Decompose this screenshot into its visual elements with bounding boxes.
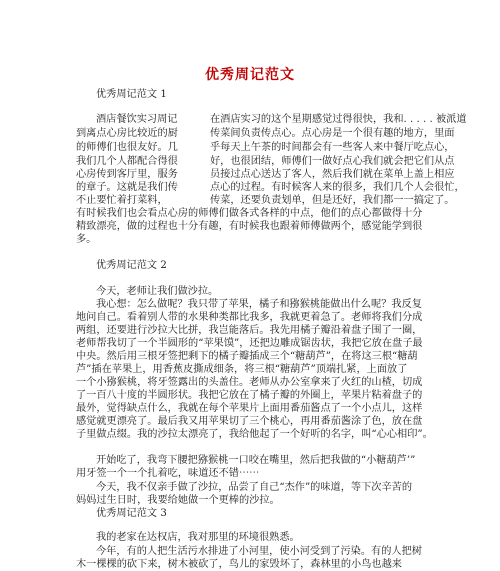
section-1-left-line: 酒店餐饮实习周记 (96, 114, 178, 125)
section-1-left-line: 心房传到客厅里，服务 (76, 169, 178, 180)
section-1-body-line: 精致漂亮，做的过程也十分有趣，有时候我也跟着师傅做两个，感觉能学到很 (76, 221, 423, 232)
section-2-line: 开始吃了，我弯下腰把猕猴桃一口咬在嘴里，然后把我做的“小糖葫芦’” (96, 455, 416, 466)
section-3-line: 木一棵棵的砍下来，树木被砍了，鸟儿的家毁坏了，森林里的小鸟也越来 (76, 559, 402, 570)
section-1-heading: 优秀周记范文 1 (96, 89, 167, 100)
document-title: 优秀周记范文 (205, 67, 295, 83)
section-2-line: 我心想：怎么做呢？我只带了苹果，橘子和猕猴桃能做出什么呢？我反复 (96, 299, 422, 310)
section-2-line: 一个小猕猴桃，将牙签露出的头盖住。老师从办公室拿来了火红的山楂，切成 (76, 377, 423, 388)
section-1-right-line: 好，也很团结，师傅们一做好点心我们就会把它们从点 (210, 156, 455, 167)
section-2-line: 今天，老师让我们做沙拉。 (96, 286, 219, 297)
section-2-line: 感觉就更漂亮了。最后我又用苹果切了三个桃心，再用番茄酱涂了色，放在盘 (76, 416, 423, 427)
section-2-heading: 优秀周记范文 2 (96, 260, 167, 271)
section-1-right-line: 点心的过程。有时候客人来的很多，我们几个人会很忙， (210, 182, 465, 193)
section-1-body-line: 多。 (76, 234, 97, 245)
section-2-line: 今天，我不仅亲手做了沙拉，品尝了自己“杰作”的味道，等下次辛苦的 (96, 482, 413, 493)
section-1-left-line: 我们几个人都配合得很 (76, 156, 178, 167)
section-2-line: 地问自己。看着别人带的水果种类都比我多，我就更着急了。老师将我们分成 (76, 312, 423, 323)
section-1-left-line: 的师傅们也很友好。几 (76, 142, 178, 153)
section-2-line: 最外，觉得缺点什么，我就在每个苹果片上面用番茄酱点了一个小点儿，这样 (76, 403, 423, 414)
section-2-line: 中央。然后用三根牙签把剩下的橘子瓣插成三个“糖葫芦”，在将这三根“糖葫 (76, 351, 418, 362)
section-3-line: 我的老家在达权店，我对那里的环境很熟悉。 (96, 532, 300, 543)
section-2-line: 老师帮我切了一个半圆形的“苹果馍”，还把边雕成锯齿状，我把它放在盘子最 (76, 338, 423, 349)
section-3-line: 今年，有的人把生活污水排进了小河里，使小河受到了污染。有的人把树 (96, 546, 422, 557)
section-1-right-line: 在酒店实习的这个星期感觉过得很快，我和. . . . . 被派道 (210, 114, 467, 125)
section-2-line: 芦”插在苹果上，用香蕉皮撕成细条，将三根“糖葫芦”顶端扎紧，上面放了 (76, 364, 408, 375)
section-2-line: 妈妈过生日时，我要给她做一个更棒的沙拉。 (76, 495, 280, 506)
section-1-right-line: 员接过点心送达了客人，然后我们就在菜单上盖上相应 (210, 169, 455, 180)
section-1-left-line: 不止要忙着打菜料， (76, 195, 168, 206)
section-1-right-line: 传菜间负责传点心。点心房是一个很有趣的地方，里面 (210, 128, 455, 139)
section-3-heading: 优秀周记范文 3 (96, 508, 167, 519)
section-2-line: 两组，还要进行沙拉大比拼，我岂能落后。我先用橘子瓣沿着盘子围了一圈， (76, 325, 423, 336)
section-1-left-line: 到离点心房比较近的厨 (76, 128, 178, 139)
section-2-line: 子里做点缀。我的沙拉太漂亮了，我给他起了一个好听的名字，叫“心心相印”。 (76, 429, 433, 440)
section-2-line: 了一百八十度的半圆形状。我把它放在了橘子瓣的外圈上，苹果片粘着盘子的 (76, 390, 423, 401)
section-2-line: 用牙签一个一个扎着吃，味道还不错⋯⋯ (76, 468, 260, 479)
section-1-left-line: 的章子。这就是我们传 (76, 182, 178, 193)
section-1-right-line: 乎每天上午茶的时间都会有一些客人来中餐厅吃点心， (210, 142, 455, 153)
section-1-right-line: 传菜，还要负责划单，但是还好，我们都一一搞定了。 (210, 195, 455, 206)
section-1-body-line: 有时候我们也会看点心房的师傅们做各式各样的中点，他们的点心都做得十分 (76, 208, 423, 219)
